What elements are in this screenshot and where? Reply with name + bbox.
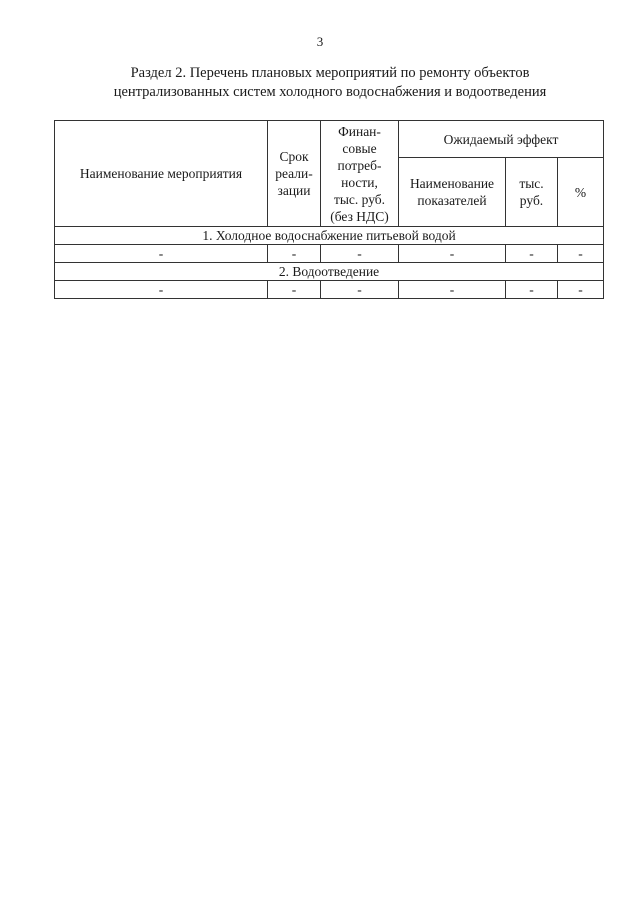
- cell-thousand-rub: -: [506, 245, 558, 263]
- cell-term: -: [268, 281, 321, 299]
- header-finance-line: потреб-: [337, 157, 382, 173]
- header-percent: %: [558, 158, 604, 227]
- section-title-cell: 1. Холодное водоснабжение питьевой водой: [55, 227, 604, 245]
- header-term: [268, 121, 321, 227]
- header-thousand-rub: [506, 158, 558, 227]
- section-row: [55, 227, 604, 245]
- header-term-line: Срок: [279, 149, 309, 164]
- plan-table: [54, 120, 604, 299]
- header-finance-line: Финан-: [338, 123, 381, 139]
- cell-percent: -: [558, 245, 604, 263]
- cell-finance: -: [321, 245, 399, 263]
- page-number: 3: [316, 34, 324, 49]
- header-name: Наименование мероприятия: [55, 121, 268, 227]
- cell-indicator: -: [399, 245, 506, 263]
- cell-name: -: [55, 245, 268, 263]
- table-row: [55, 281, 604, 299]
- cell-term: -: [268, 245, 321, 263]
- header-thousand-rub-line: руб.: [519, 193, 544, 208]
- header-indicator-line: показателей: [417, 193, 487, 208]
- header-indicator-line: Наименование: [409, 176, 495, 191]
- header-term-line: реали-: [275, 166, 313, 181]
- header-effect: Ожидаемый эффект: [399, 121, 604, 158]
- header-indicator: [399, 158, 506, 227]
- cell-percent: -: [558, 281, 604, 299]
- table-row: [55, 245, 604, 263]
- section-row: [55, 263, 604, 281]
- section-title: [60, 64, 600, 102]
- header-finance-line: ности,: [341, 174, 378, 190]
- header-term-line: зации: [277, 183, 311, 198]
- section-title-line-2: централизованных систем холодного водоснабжения и водоотведения: [113, 84, 547, 100]
- cell-indicator: -: [399, 281, 506, 299]
- cell-name: -: [55, 281, 268, 299]
- header-finance-line: (без НДС): [330, 208, 389, 224]
- header-finance-line: совые: [342, 140, 377, 156]
- cell-thousand-rub: -: [506, 281, 558, 299]
- header-finance: [321, 121, 399, 227]
- header-thousand-rub-line: тыс.: [519, 176, 544, 191]
- section-title-cell: 2. Водоотведение: [55, 263, 604, 281]
- header-finance-line: тыс. руб.: [333, 191, 386, 207]
- cell-finance: -: [321, 281, 399, 299]
- section-title-line-1: Раздел 2. Перечень плановых мероприятий по ремонту объектов: [130, 65, 530, 81]
